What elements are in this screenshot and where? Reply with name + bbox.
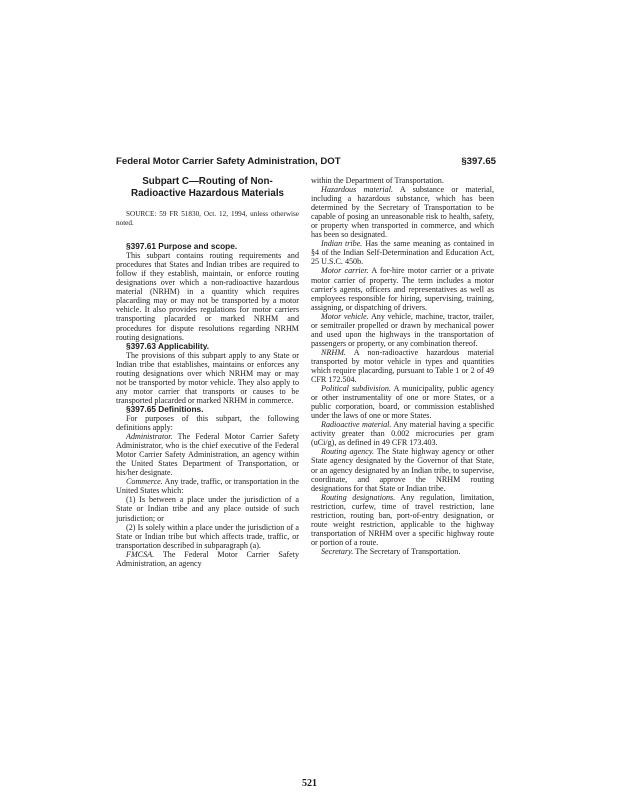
right-column — [311, 176, 494, 556]
source-note: SOURCE: 59 FR 51830, Oct. 12, 1994, unless otherwise noted. — [116, 210, 299, 228]
definition-nrhm: NRHM. A non-radioactive hazardous material transported by motor vehicle in types and quantities which require placarding, pursuant to Table 1 or 2 of 49 CFR 172.504. — [311, 347, 494, 385]
commerce-item-1: (1) Is between a place under the jurisdiction of a State or Indian tribe and any place outside of such jurisdiction; or — [116, 495, 299, 523]
definition-commerce: Commerce. Any trade, traffic, or transportation in the United States which: — [116, 477, 300, 496]
definition-radioactive-material: Radioactive material. Any material having a specific activity greater than 0.002 microcuries per gram (uCi/g), as defined in 49 CFR 173.403. — [311, 420, 494, 448]
section-61-body: This subpart contains routing requirements and procedures that States and Indian tribes are required to follow if they establish, maintain, or enforce routing designations over which a non-radioactive hazardous material (NRHM) in a quantity which requires placarding may or may not be transported by a motor vehicle. It also provides regulations for motor carriers transporting placarded or marked NRHM and procedures for dispute resolutions regarding NRHM routing designations. — [116, 251, 299, 342]
definition-routing-designations: Routing designations. Any regulation, limitation, restriction, curfew, time of travel restriction, lane restriction, routing ban, port-of-entry designation, or route weight restriction, applicable to the highway transportation of NRHM over a specific highway route or portion of a route. — [311, 492, 494, 547]
definition-administrator: Administrator. The Federal Motor Carrier Safety Administrator, who is the chief executive of the Federal Motor Carrier Safety Administration, an agency within the United States Department of Transportation, or his/her designate. — [116, 432, 299, 478]
definition-secretary: Secretary. The Secretary of Transportation. — [321, 546, 461, 556]
page-number: 521 — [302, 778, 317, 789]
running-header — [116, 156, 496, 170]
header-agency: Federal Motor Carrier Safety Administration, DOT — [116, 156, 341, 167]
section-63-body: The provisions of this subpart apply to any State or Indian tribe that establishes, maintains or enforces any routing designations over which NRHM may or may not be transported by motor vehicle. They also apply to any motor carrier that transports or causes to be transported placarded or marked NRHM in commerce. — [116, 350, 299, 405]
term-administrator: Administrator. — [126, 432, 173, 442]
term-commerce: Commerce. — [126, 477, 163, 487]
header-section: §397.65 — [461, 156, 496, 167]
definition-indian-tribe: Indian tribe. Has the same meaning as contained in §4 of the Indian Self-Determination and Education Act, 25 U.S.C. 450b. — [311, 239, 494, 267]
definition-fmcsa-continued: within the Department of Transportation. — [311, 176, 444, 185]
section-63-heading: §397.63 Applicability. — [126, 340, 210, 351]
section-65-heading: §397.65 Definitions. — [126, 403, 204, 414]
left-column — [116, 176, 299, 568]
definition-hazardous-material: Hazardous material. A substance or material, including a hazardous substance, which has been determined by the Secretary of Transportation to be capable of posing an unreasonable risk to health, safety, or property when transported in commerce, and which has been so designated. — [311, 185, 495, 240]
subpart-title: Subpart C—Routing of Non-Radioactive Hazardous Materials — [131, 176, 284, 199]
definition-fmcsa: FMCSA. The Federal Motor Carrier Safety Administration, an agency — [116, 549, 299, 568]
definitions-intro: For purposes of this subpart, the following definitions apply: — [116, 413, 299, 433]
definition-motor-vehicle: Motor vehicle. Any vehicle, machine, tractor, trailer, or semitrailer propelled or drawn by mechanical power and used upon the highways in the transportation of passengers or property, or any combination thereof. — [311, 311, 494, 348]
definition-motor-carrier: Motor carrier. A for-hire motor carrier or a private motor carrier of property. The term includes a motor carrier's agents, officers and representatives as well as employees responsible for hiring, supervising, training, assigning, or dispatching of drivers. — [311, 266, 494, 312]
term-fmcsa: FMCSA. — [126, 549, 155, 559]
commerce-item-2: (2) Is solely within a place under the jurisdiction of a State or Indian tribe but which affects trade, traffic, or transportation described in subparagraph (a). — [116, 522, 299, 550]
section-61-heading: §397.61 Purpose and scope. — [126, 241, 238, 252]
definition-routing-agency: Routing agency. The State highway agency or other State agency designated by the Governor of that State, or an agency designated by an Indian tribe, to supervise, coordinate, and approve the NRHM routing designations for that State or Indian tribe. — [311, 447, 494, 493]
definition-political-subdivision: Political subdivision. A municipality, public agency or other instrumentality of one or more States, or a public corporation, board, or commission established under the laws of one or more States. — [311, 384, 495, 421]
